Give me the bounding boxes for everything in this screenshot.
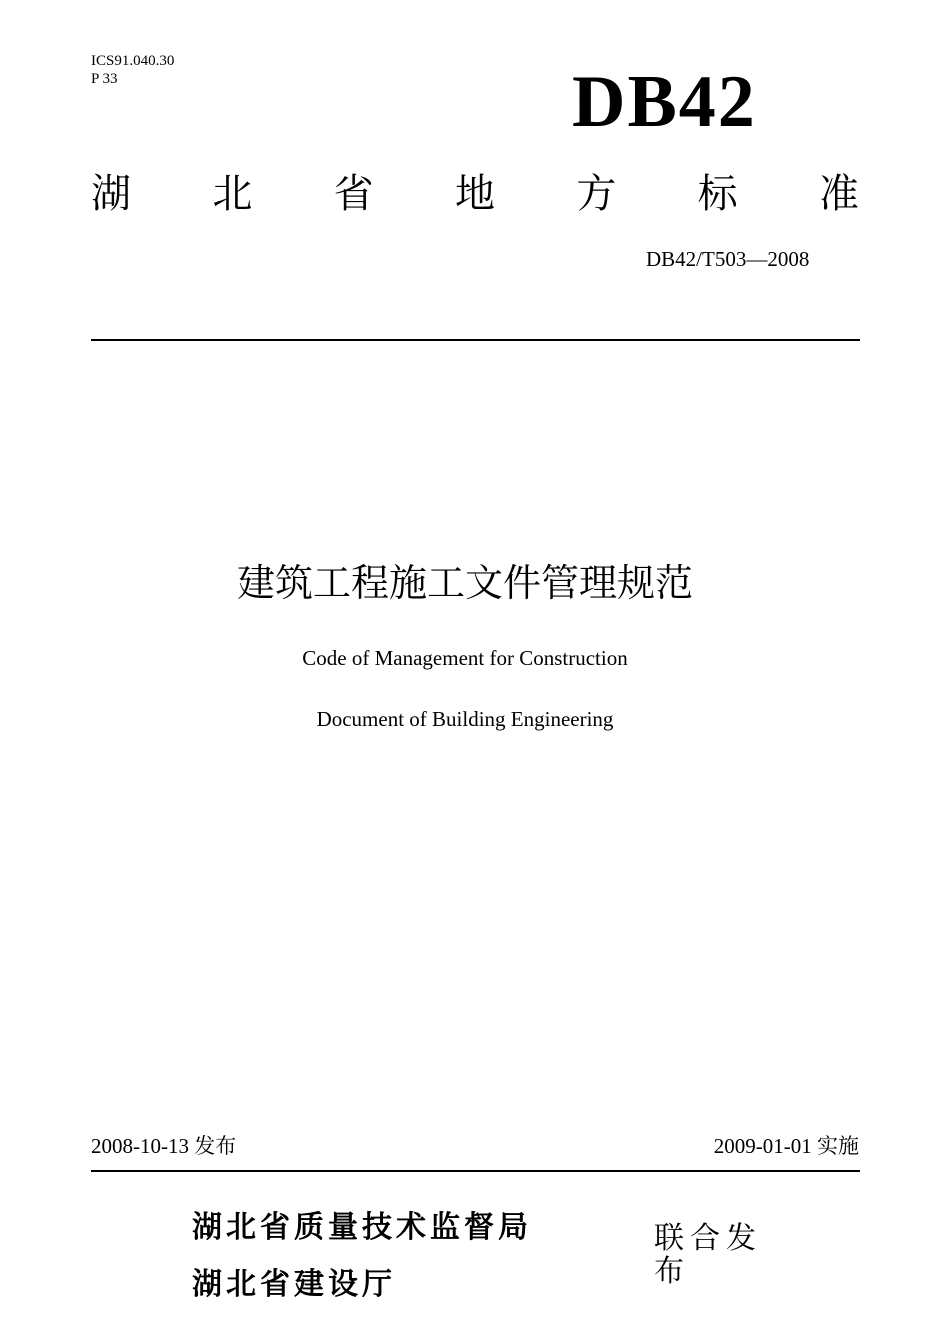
issuer-org-construction-dept: 湖北省建设厅 xyxy=(192,1267,396,1302)
class-code: P 33 xyxy=(91,71,118,87)
standard-type-char: 准 xyxy=(818,171,859,217)
ics-number: ICS91.040.30 xyxy=(91,53,175,69)
standard-type-char: 地 xyxy=(454,171,495,217)
issue-date: 2008-10-13 发布 xyxy=(91,1134,237,1158)
top-divider xyxy=(91,339,860,341)
issuer-org-quality-bureau: 湖北省质量技术监督局 xyxy=(192,1210,532,1245)
ics-code-block xyxy=(91,52,174,88)
standard-type-char: 北 xyxy=(212,171,253,217)
document-title-cn: 建筑工程施工文件管理规范 xyxy=(236,561,693,605)
standard-number: DB42/T503—2008 xyxy=(646,247,810,271)
bottom-divider xyxy=(91,1170,860,1172)
document-title-en-line1: Code of Management for Construction xyxy=(302,646,628,670)
effective-date: 2009-01-01 实施 xyxy=(713,1134,859,1158)
standard-type-char: 省 xyxy=(333,171,374,217)
joint-issue-label: 联合发布 xyxy=(654,1221,762,1289)
standard-type-char: 标 xyxy=(697,171,738,217)
standard-type-title xyxy=(91,168,859,220)
standard-logo: DB42 xyxy=(572,61,757,143)
standard-type-char: 湖 xyxy=(91,171,131,217)
document-title-en-line2: Document of Building Engineering xyxy=(316,707,614,731)
standard-type-char: 方 xyxy=(576,171,617,217)
